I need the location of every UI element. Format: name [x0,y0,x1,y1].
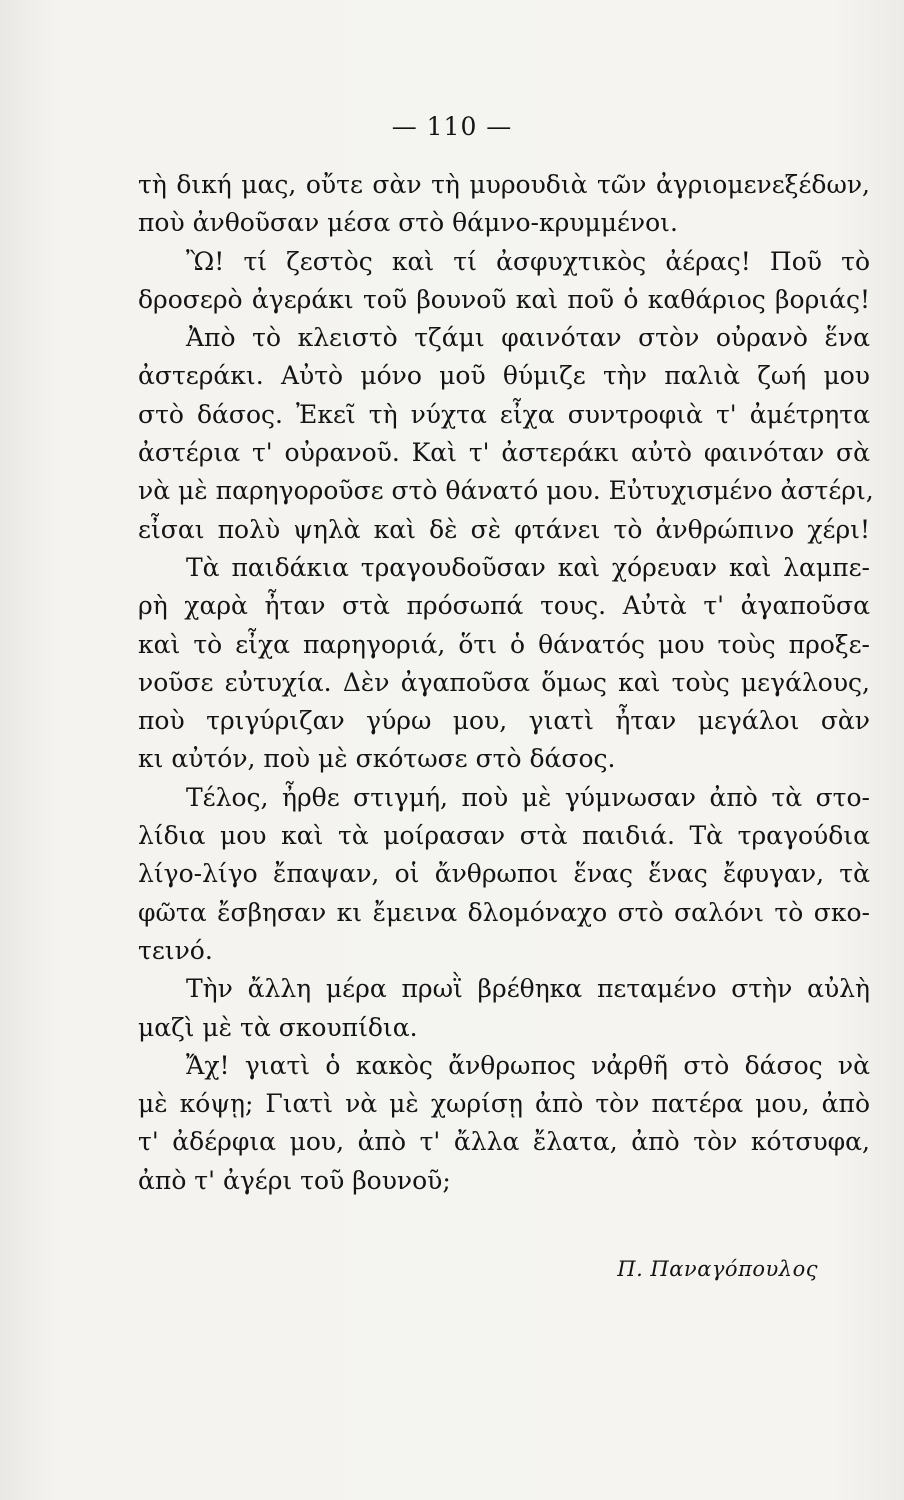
author-signature: Π. Παναγόπουλος [617,1257,818,1281]
text-line: μὲ κόψῃ; Γιατὶ νὰ μὲ χωρίσῃ ἀπὸ τὸν πατέρα μου, ἀπὸ [138,1089,870,1119]
text-line: ἀστεράκι. Αὐτὸ μόνο μοῦ θύμιζε τὴν παλιὰ ζωή μου [138,361,870,391]
page-body-text [138,166,874,1200]
text-line: κι αὐτόν, ποὺ μὲ σκότωσε στὸ δάσος. [138,744,616,774]
paragraph-start-line: Τὴν ἄλλη μέρα πρωῒ βρέθηκα πεταμένο στὴν αὐλὴ [186,974,870,1004]
text-line: μαζὶ μὲ τὰ σκουπίδια. [138,1012,418,1042]
text-line: φῶτα ἔσβησαν κι ἔμεινα δλομόναχο στὸ σαλόνι τὸ σκο- [138,897,870,927]
text-line: τεινό. [138,935,213,965]
text-line: καὶ τὸ εἶχα παρηγοριά, ὅτι ὁ θάνατός μου τοὺς προξε- [138,629,870,659]
text-line: ρὴ χαρὰ ἦταν στὰ πρόσωπά τους. Αὐτὰ τ' ἀγαποῦσα [138,591,870,621]
text-line: ἀστέρια τ' οὐρανοῦ. Καὶ τ' ἀστεράκι αὐτὸ φαινόταν σὰ [138,438,870,468]
text-line: ποὺ ἀνθοῦσαν μέσα στὸ θάμνο-κρυμμένοι. [138,208,678,238]
text-line: στὸ δάσος. Ἐκεῖ τὴ νύχτα εἶχα συντροφιὰ τ' ἀμέτρητα [138,399,870,429]
text-line: ἀπὸ τ' ἀγέρι τοῦ βουνοῦ; [138,1165,451,1195]
text-line: τὴ δική μας, οὔτε σὰν τὴ μυρουδιὰ τῶν ἀγριομενεξέδων, [138,170,870,199]
text-line: ποὺ τριγύριζαν γύρω μου, γιατὶ ἦταν μεγάλοι σὰν [138,706,870,736]
paragraph-start-line: Ὢ! τί ζεστὸς καὶ τί ἀσφυχτικὸς ἀέρας! Ποῦ τὸ [186,246,870,276]
paragraph-start-line: Τὰ παιδάκια τραγουδοῦσαν καὶ χόρευαν καὶ λαμπε- [186,552,870,582]
text-line: λίγο-λίγο ἔπαψαν, οἱ ἄνθρωποι ἕνας ἕνας ἔφυγαν, τὰ [138,859,870,889]
paragraph-start-line: Ἀπὸ τὸ κλειστὸ τζάμι φαινόταν στὸν οὐρανὸ ἕνα [186,323,870,353]
paragraph-start-line: Ἄχ! γιατὶ ὁ κακὸς ἄνθρωπος νἀρθῆ στὸ δάσος νὰ [186,1050,870,1080]
text-line: εἶσαι πολὺ ψηλὰ καὶ δὲ σὲ φτάνει τὸ ἀνθρώπινο χέρι! [138,514,870,544]
text-line: νὰ μὲ παρηγοροῦσε στὸ θάνατό μου. Εὐτυχισμένο ἀστέρι, [138,476,874,506]
text-line: δροσερὸ ἀγεράκι τοῦ βουνοῦ καὶ ποῦ ὁ καθάριος βοριάς! [138,284,870,314]
text-line: τ' ἀδέρφια μου, ἀπὸ τ' ἄλλα ἔλατα, ἀπὸ τὸν κότσυφα, [138,1127,870,1157]
page-number: — 110 — [391,112,513,141]
text-line: νοῦσε εὐτυχία. Δὲν ἀγαποῦσα ὅμως καὶ τοὺς μεγάλους, [138,667,870,697]
text-line: λίδια μου καὶ τὰ μοίρασαν στὰ παιδιά. Τὰ τραγούδια [138,821,870,851]
paragraph-start-line: Τέλος, ἦρθε στιγμή, ποὺ μὲ γύμνωσαν ἀπὸ τὰ στο- [186,782,870,812]
